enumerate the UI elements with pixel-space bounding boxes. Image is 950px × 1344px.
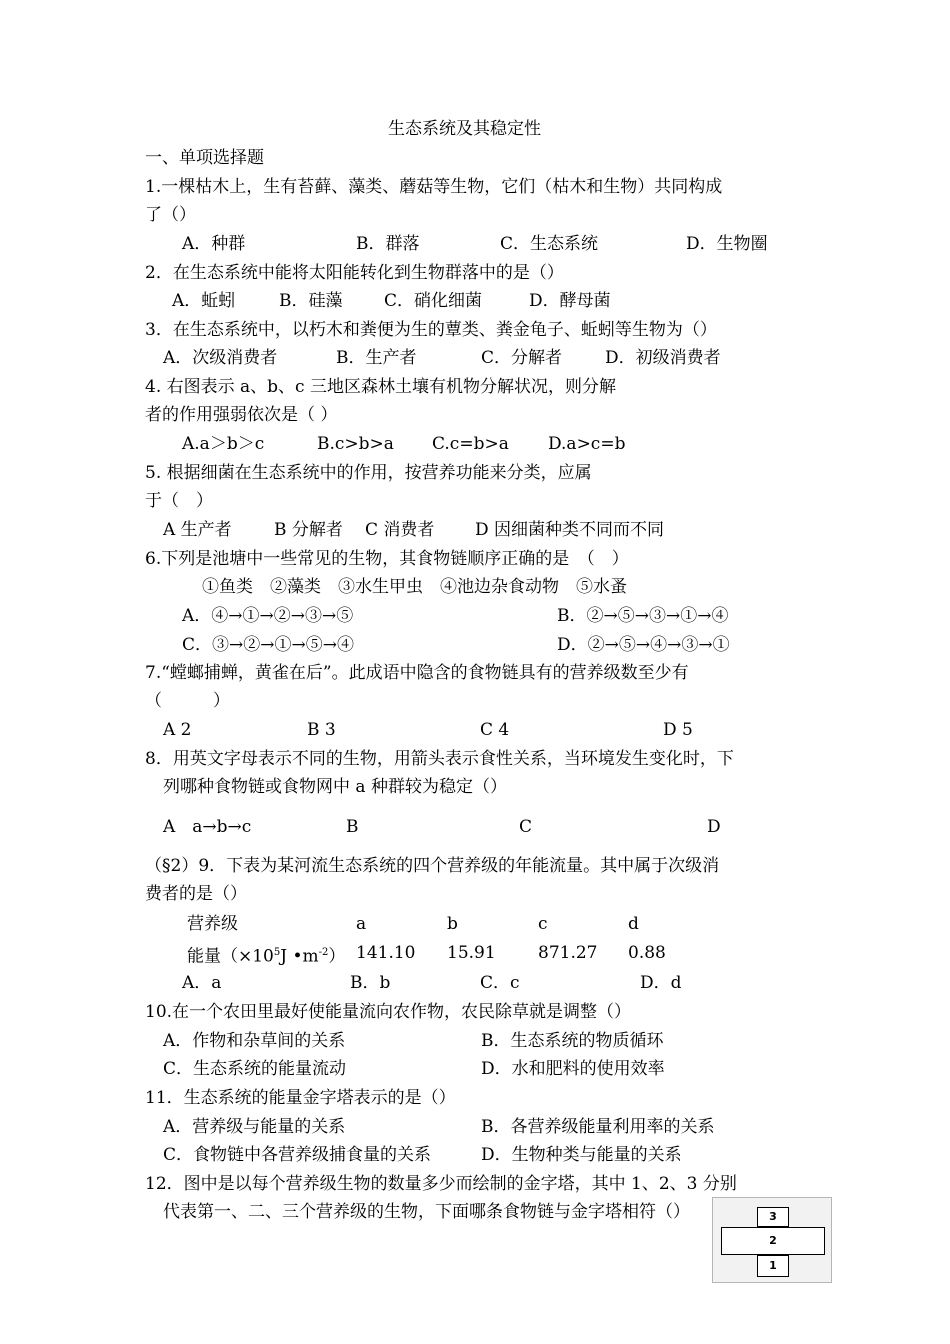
- q7-stem: 7.“螳螂捕蝉，黄雀在后”。此成语中隐含的食物链具有的营养级数至少有: [145, 663, 689, 683]
- q2-option-b: B．硅藻: [279, 291, 343, 311]
- q8-option-d: D: [707, 817, 721, 837]
- q7-option-c: C 4: [480, 720, 510, 740]
- pyramid-level-2: 2: [721, 1227, 825, 1255]
- q7-option-d: D 5: [663, 720, 693, 740]
- q1-option-b: B．群落: [356, 234, 420, 254]
- table-row-label: [187, 942, 345, 968]
- q10-option-a: A．作物和杂草间的关系: [163, 1031, 346, 1051]
- q4-option-c: C.c=b>a: [432, 434, 509, 454]
- q6-option-a: A．④→①→②→③→⑤: [182, 606, 354, 626]
- q8-stem-cont: 列哪种食物链或食物网中 a 种群较为稳定（）: [163, 777, 507, 797]
- q11-stem: 11．生态系统的能量金字塔表示的是（）: [145, 1088, 456, 1108]
- q7-stem-cont: （ ）: [145, 691, 230, 711]
- q3-option-a: A．次级消费者: [163, 348, 278, 368]
- number-pyramid-figure: [712, 1197, 832, 1283]
- q4-option-a: A.a＞b＞c: [182, 434, 265, 454]
- q12-stem: 12．图中是以每个营养级生物的数量多少而绘制的金字塔，其中 1、2、3 分别: [145, 1174, 737, 1194]
- q10-option-d: D．水和肥料的使用效率: [481, 1059, 665, 1079]
- q5-stem-cont: 于（ ）: [145, 491, 213, 511]
- q6-option-c: C．③→②→①→⑤→④: [182, 635, 354, 655]
- q2-option-a: A．蚯蚓: [172, 291, 236, 311]
- q6-option-d: D．②→⑤→④→③→①: [557, 635, 730, 655]
- q5-option-d: D 因细菌种类不同而不同: [475, 520, 665, 540]
- table-header-level: 营养级: [187, 914, 238, 934]
- pyramid-level-3: 3: [757, 1207, 789, 1227]
- q11-option-a: A．营养级与能量的关系: [163, 1117, 346, 1137]
- q9-option-d: D．d: [640, 973, 682, 993]
- energy-label-close: ）: [328, 946, 346, 967]
- q4-stem-cont: 者的作用强弱依次是（ ）: [145, 405, 338, 425]
- q1-option-a: A．种群: [182, 234, 246, 254]
- q10-option-c: C．生态系统的能量流动: [163, 1059, 347, 1079]
- energy-label-text: 能量（×10: [187, 946, 274, 967]
- energy-exponent: 5: [273, 947, 281, 958]
- q5-option-a: A 生产者: [163, 520, 232, 540]
- q10-stem: 10.在一个农田里最好使能量流向农作物，农民除草就是调整（）: [145, 1002, 632, 1022]
- q7-option-b: B 3: [307, 720, 336, 740]
- table-cell-c: 871.27: [538, 943, 598, 963]
- energy-unit-exponent: -2: [318, 947, 329, 958]
- q8-option-b: B: [346, 817, 359, 837]
- q3-option-d: D．初级消费者: [605, 348, 721, 368]
- table-header-c: c: [538, 914, 548, 934]
- pyramid-level-1: 1: [757, 1255, 789, 1277]
- q8-option-a: A a→b→c: [163, 817, 252, 837]
- q2-stem: 2．在生态系统中能将太阳能转化到生物群落中的是（）: [145, 263, 564, 283]
- q8-stem: 8．用英文字母表示不同的生物，用箭头表示食性关系，当环境发生变化时，下: [145, 749, 734, 769]
- q5-option-c: C 消费者: [365, 520, 435, 540]
- q9-option-c: C．c: [480, 973, 520, 993]
- q11-option-c: C．食物链中各营养级捕食量的关系: [163, 1145, 432, 1165]
- q5-option-b: B 分解者: [274, 520, 343, 540]
- q6-option-b: B．②→⑤→③→①→④: [557, 606, 729, 626]
- table-cell-a: 141.10: [356, 943, 416, 963]
- q9-stem-cont: 费者的是（）: [145, 884, 247, 904]
- q5-stem: 5. 根据细菌在生态系统中的作用，按营养功能来分类，应属: [145, 463, 592, 483]
- q4-stem: 4. 右图表示 a、b、c 三地区森林土壤有机物分解状况，则分解: [145, 377, 616, 397]
- q6-organism-list: ①鱼类 ②藻类 ③水生甲虫 ④池边杂食动物 ⑤水蚤: [202, 577, 627, 597]
- table-header-a: a: [356, 914, 367, 934]
- q9-option-b: B．b: [350, 973, 391, 993]
- q3-stem: 3．在生态系统中，以朽木和粪便为生的蕈类、粪金龟子、蚯蚓等生物为（）: [145, 320, 717, 340]
- q1-stem-cont: 了（）: [145, 205, 196, 225]
- q1-option-d: D．生物圈: [686, 234, 768, 254]
- q4-option-b: B.c>b>a: [317, 434, 394, 454]
- table-header-b: b: [447, 914, 458, 934]
- q2-option-d: D．酵母菌: [529, 291, 611, 311]
- q3-option-c: C．分解者: [481, 348, 563, 368]
- q4-option-d: D.a>c=b: [548, 434, 626, 454]
- q1-option-c: C．生态系统: [500, 234, 599, 254]
- q8-option-c: C: [519, 817, 533, 837]
- energy-unit: J •m: [280, 946, 319, 967]
- q1-stem: 1.一棵枯木上，生有苔藓、藻类、蘑菇等生物，它们（枯木和生物）共同构成: [145, 177, 723, 197]
- table-cell-b: 15.91: [447, 943, 496, 963]
- q7-option-a: A 2: [163, 720, 192, 740]
- q6-stem: 6.下列是池塘中一些常见的生物，其食物链顺序正确的是 （ ）: [145, 549, 629, 569]
- section-heading: 一、单项选择题: [145, 148, 264, 168]
- q3-option-b: B．生产者: [336, 348, 417, 368]
- q11-option-d: D．生物种类与能量的关系: [481, 1145, 682, 1165]
- page-title: 生态系统及其稳定性: [388, 119, 541, 139]
- q12-stem-cont: 代表第一、二、三个营养级的生物，下面哪条食物链与金字塔相符（）: [163, 1202, 690, 1222]
- table-header-d: d: [628, 914, 639, 934]
- q2-option-c: C．硝化细菌: [384, 291, 483, 311]
- q10-option-b: B．生态系统的物质循环: [481, 1031, 664, 1051]
- q9-stem: （§2）9．下表为某河流生态系统的四个营养级的年能流量。其中属于次级消: [145, 856, 720, 876]
- table-cell-d: 0.88: [628, 943, 666, 963]
- q9-option-a: A．a: [182, 973, 222, 993]
- q11-option-b: B．各营养级能量利用率的关系: [481, 1117, 715, 1137]
